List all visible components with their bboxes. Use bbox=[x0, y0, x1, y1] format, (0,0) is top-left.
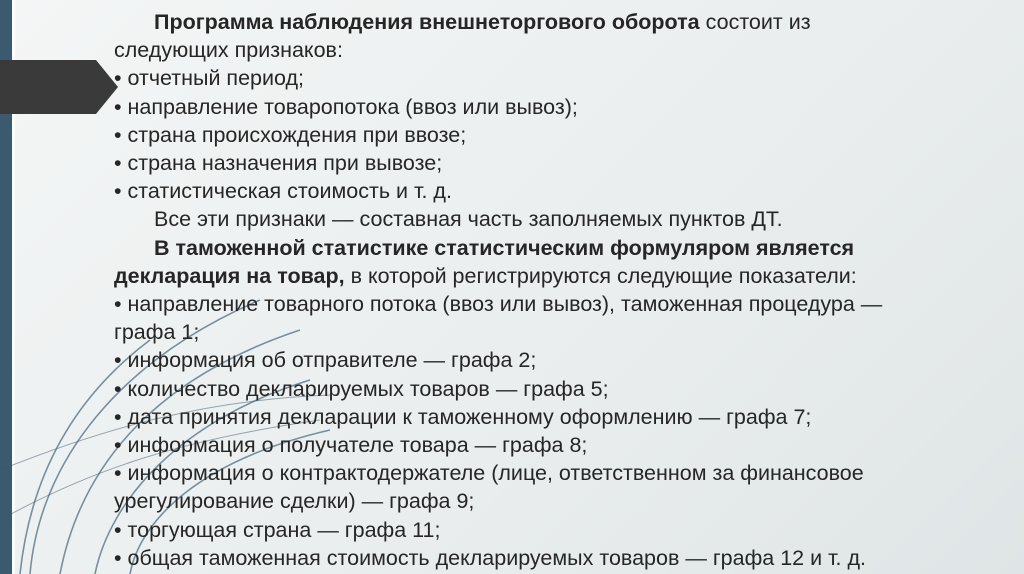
feature-item: • статистическая стоимость и т. д. bbox=[114, 179, 452, 204]
customs-bold-1: В таможенной статистике статистическим формуляром является bbox=[154, 235, 855, 260]
feature-item: • страна происхождения при ввозе; bbox=[114, 122, 467, 147]
indicator-item: • информация о получателе товара — графа 8; bbox=[114, 433, 588, 458]
indicator-item: графа 1; bbox=[114, 320, 200, 345]
customs-rest: в которой регистрируются следующие показатели: bbox=[344, 263, 857, 288]
feature-item: • отчетный период; bbox=[114, 66, 305, 91]
feature-item: • направление товаропотока (ввоз или вывоз); bbox=[114, 94, 578, 119]
customs-line2 bbox=[114, 262, 1024, 290]
indicator-item: • общая таможенная стоимость декларируемых товаров — графа 12 и т. д. bbox=[114, 545, 867, 570]
indicator-item: • дата принятия декларации к таможенному оформлению — графа 7; bbox=[114, 404, 812, 429]
customs-line1 bbox=[114, 234, 1024, 262]
intro-line1 bbox=[114, 8, 1024, 36]
indicator-item: • информация об отправителе — графа 2; bbox=[114, 348, 537, 373]
customs-bold-2: декларация на товар, bbox=[114, 263, 345, 288]
indicator-item: • торгующая страна — графа 11; bbox=[114, 517, 441, 542]
indicator-item: урегулирование сделки) — графа 9; bbox=[114, 489, 475, 514]
intro-rest: состоит из bbox=[699, 10, 811, 34]
intro-line2: следующих признаков: bbox=[114, 38, 343, 63]
indicator-item: • направление товарного потока (ввоз или вывоз), таможенная процедура — bbox=[114, 292, 883, 317]
indicator-item: • информация о контрактодержателе (лице, ответственном за финансовое bbox=[114, 461, 864, 486]
slide-text bbox=[114, 8, 1024, 572]
note-line: Все эти признаки — составная часть заполняемых пунктов ДТ. bbox=[154, 207, 783, 232]
indicator-item: • количество декларируемых товаров — графа 5; bbox=[114, 376, 609, 401]
arrow-banner bbox=[0, 60, 96, 114]
feature-item: • страна назначения при вывозе; bbox=[114, 151, 443, 176]
intro-bold: Программа наблюдения внешнеторгового оборота bbox=[154, 10, 700, 34]
